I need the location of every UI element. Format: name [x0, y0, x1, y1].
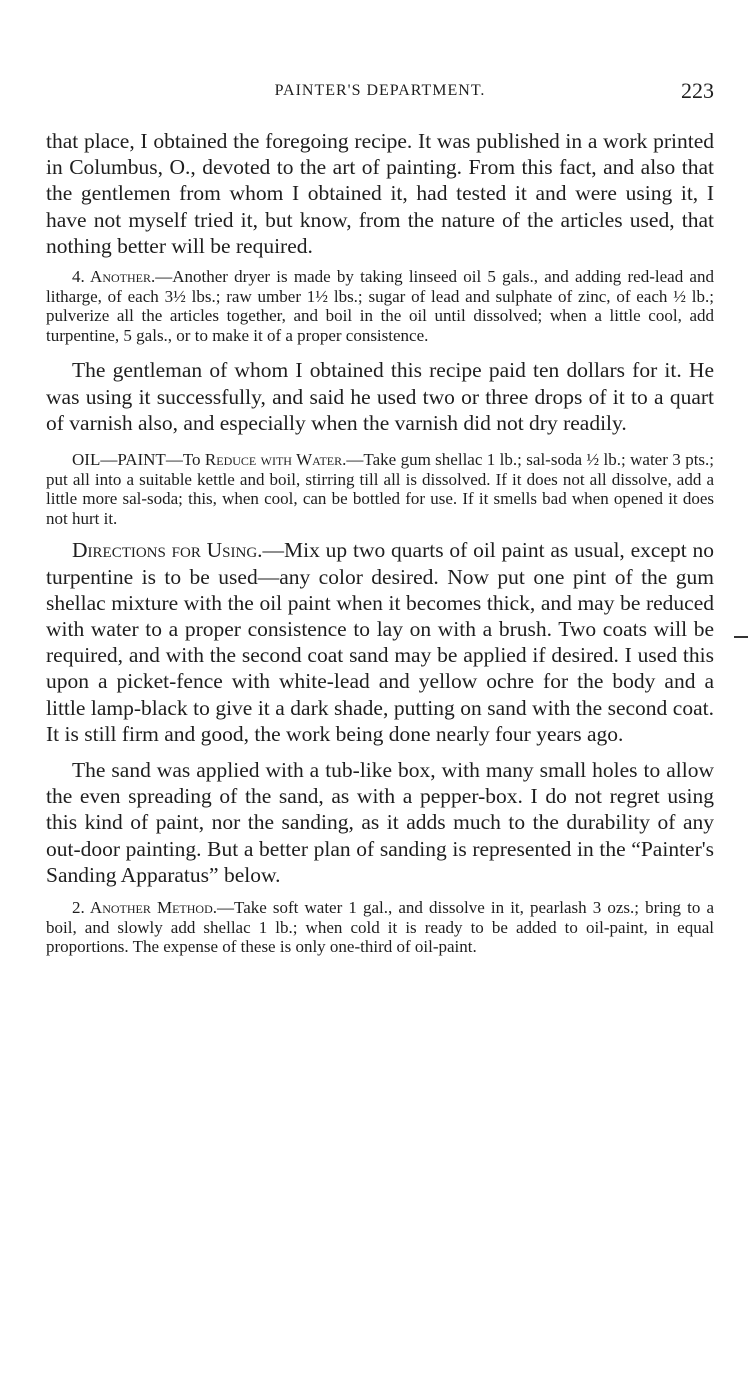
recipe-heading-prefix: OIL—PAINT—To — [72, 450, 205, 469]
margin-dash-mark — [734, 636, 748, 638]
paragraph-continuation — [46, 128, 714, 259]
paragraph-text: The sand was applied with a tub-like box, with many small holes to allow the even spreading of the sand, as with a pepper-box. I do not regret using this kind of paint, nor the sanding, as it adds much to the durability of any out-door painting. But a better plan of sanding is represented in the “Painter's Sanding Apparatus” below. — [46, 758, 714, 887]
page-body — [46, 128, 714, 957]
page-number: 223 — [681, 78, 714, 103]
paragraph-text: —Mix up two quarts of oil paint as usual, except no turpentine is to be used—any color desired. Now put one pint of the gum shellac mixture with the oil paint when it becomes thick, and may be reduced with water to a proper consistence to lay on with a brush. Two coats will be required, and with the second coat sand may be applied if desired. I used this upon a picket-fence with white-lead and yellow ochre for the body and a little lamp-black to give it a dark shade, putting on sand with the second coat. It is still firm and good, the work being done nearly four years ago. — [46, 538, 715, 746]
recipe-another-dryer — [46, 267, 714, 345]
paragraph-heading: Directions for Using. — [72, 538, 263, 563]
recipe-text: —Take gum shellac 1 lb.; sal-soda ½ lb.; water 3 pts.; put all into a suitable kettle and boil, stirring till all is dissolved. If it does not all dissolve, add a little more sal-soda; this, when cool, can be bottled for use. If it smells bad when opened it does not hurt it. — [46, 450, 714, 528]
running-head: PAINTER'S DEPARTMENT. — [274, 82, 486, 99]
paragraph-directions-for-using — [46, 537, 714, 747]
paragraph-text: that place, I obtained the foregoing recipe. It was published in a work printed in Columbus, O., devoted to the art of painting. From this fact, and also that the gentlemen from whom I obtained it, had tested it and were using it, I have not myself tried it, but know, from the nature of the articles used, that nothing better will be required. — [46, 129, 714, 258]
recipe-heading: 4. Another. — [72, 267, 156, 287]
recipe-another-method — [46, 898, 714, 957]
recipe-heading: Reduce with Water. — [204, 450, 347, 469]
paragraph-sand-application — [46, 757, 714, 888]
recipe-heading: 2. Another Method. — [72, 898, 217, 918]
page-header — [46, 78, 714, 106]
paragraph-gentleman-note — [46, 357, 714, 436]
paragraph-text: The gentleman of whom I obtained this recipe paid ten dollars for it. He was using it successfully, and said he used two or three drops of it to a quart of varnish also, and especially when the varnish did not dry readily. — [46, 358, 714, 435]
recipe-text: —Take soft water 1 gal., and dissolve in it, pearlash 3 ozs.; bring to a boil, and slowly add shellac 1 lb.; when cold it is ready to be added to oil-paint, in equal proportions. The expense of these is only one-third of oil-paint. — [46, 898, 714, 957]
recipe-text: —Another dryer is made by taking linseed oil 5 gals., and adding red-lead and litharge, of each 3½ lbs.; raw umber 1½ lbs.; sugar of lead and sulphate of zinc, of each ½ lb.; pulverize all the articles together, and boil in the oil until dissolved; when a little cool, add turpentine, 5 gals., or to make it of a proper consistence. — [46, 267, 714, 345]
recipe-oil-paint-reduce — [46, 450, 714, 528]
